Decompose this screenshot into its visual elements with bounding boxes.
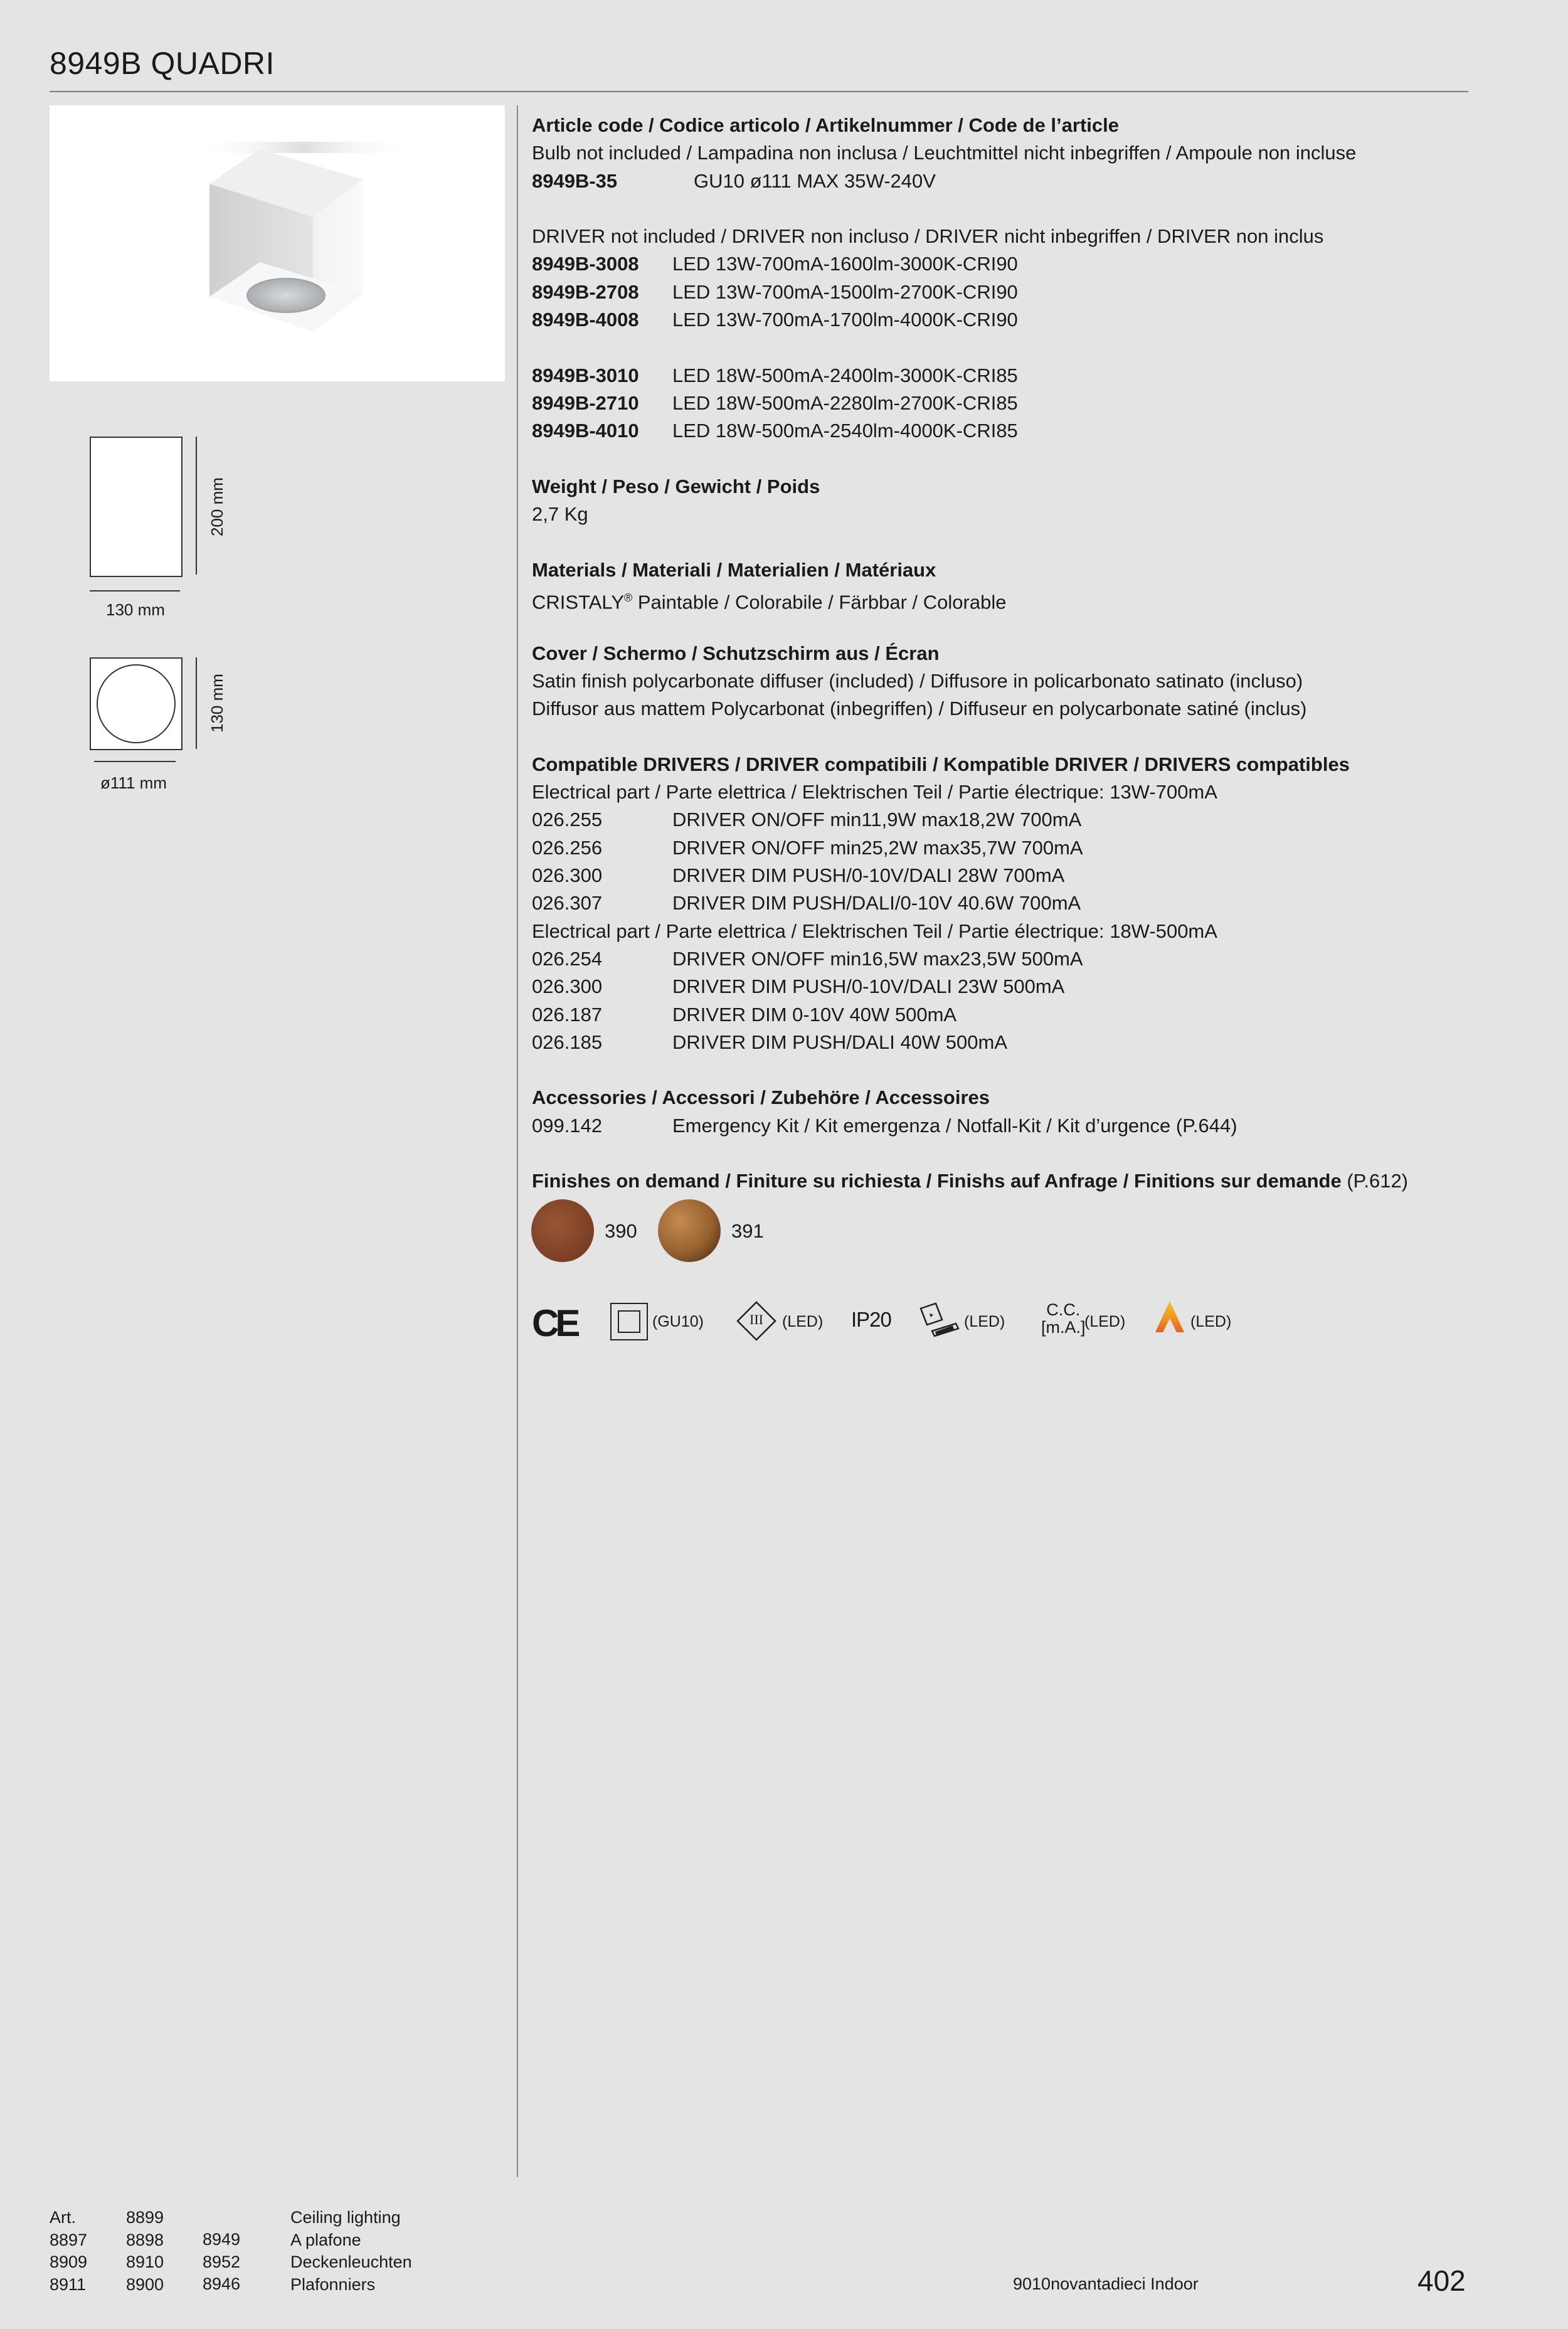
bulb-note: Bulb not included / Lampadina non inclusa / Leuchtmittel nicht inbegriffen / Ampoule non incluse (532, 142, 1357, 164)
driver-code: 026.256 (532, 836, 603, 859)
constant-current-label: (LED) (1084, 1313, 1126, 1330)
list-item (532, 945, 1460, 973)
article-desc: LED 13W-700mA-1600lm-3000K-CRI90 (672, 253, 1018, 275)
list-item (532, 390, 1460, 417)
footer-article: 8900 (126, 2274, 164, 2294)
page-number: 402 (1417, 2264, 1466, 2297)
header-divider (50, 91, 1468, 92)
drivers-part2-label: Electrical part / Parte elettrica / Elektrischen Teil / Partie électrique: 18W-500mA (532, 920, 1217, 942)
finish-label-391: 391 (731, 1220, 764, 1242)
article-code: 8949B-3008 (532, 253, 639, 275)
finish-swatch-390[interactable] (531, 1199, 594, 1262)
materials-brand: CRISTALY (532, 591, 624, 613)
list-item (532, 306, 1460, 334)
driver-desc: DRIVER ON/OFF min25,2W max35,7W 700mA (672, 836, 1083, 859)
footer-category: Deckenleuchten (290, 2252, 412, 2271)
driver-note: DRIVER not included / DRIVER non incluso / DRIVER nicht inbegriffen / DRIVER non inclus (532, 225, 1324, 248)
column-divider (517, 105, 518, 2177)
accessory-desc: Emergency Kit / Kit emergenza / Notfall-Kit / Kit d’urgence (P.644) (672, 1114, 1237, 1137)
driver-desc: DRIVER DIM PUSH/0-10V/DALI 28W 700mA (672, 864, 1065, 887)
gu10-label: (GU10) (652, 1313, 704, 1330)
article-desc: LED 18W-500mA-2280lm-2700K-CRI85 (672, 391, 1018, 414)
drivers-heading: Compatible DRIVERS / DRIVER compatibili / Kompatible DRIVER / DRIVERS compatibles (532, 753, 1350, 775)
drivers-part1-label: Electrical part / Parte elettrica / Elektrischen Teil / Partie électrique: 13W-700mA (532, 781, 1217, 804)
footer-brand: 9010novantadieci Indoor (1013, 2274, 1199, 2293)
accessory-code: 099.142 (532, 1114, 603, 1137)
top-height-dimension-label: 130 mm (208, 674, 226, 733)
article-desc: LED 13W-700mA-1700lm-4000K-CRI90 (672, 309, 1018, 331)
driver-code: 026.300 (532, 975, 603, 998)
article-code: 8949B-4008 (532, 309, 639, 331)
footer-column-3 (203, 2229, 240, 2296)
list-item (532, 862, 1460, 889)
list-item (532, 417, 1460, 445)
weight-heading: Weight / Peso / Gewicht / Poids (532, 475, 820, 497)
finishes-title (532, 1167, 1460, 1195)
accessories-heading: Accessories / Accessori / Zubehöre / Accessoires (532, 1086, 990, 1109)
side-view-drawing (90, 437, 183, 577)
article-desc: LED 18W-500mA-2540lm-4000K-CRI85 (672, 420, 1018, 442)
article-code: 8949B-35 (532, 169, 618, 192)
dimmable-icon (917, 1301, 961, 1340)
constant-current-icon (1041, 1301, 1086, 1336)
footer-art-label: Art. (50, 2208, 77, 2227)
width-dimension-label: 130 mm (106, 600, 165, 619)
product-photo (50, 105, 505, 381)
article-code: 8949B-2710 (532, 391, 639, 414)
footer-art-column (50, 2207, 87, 2296)
footer-article: 8899 (126, 2208, 164, 2227)
article-heading: Article code / Codice articolo / Artikelnummer / Code de l’article (532, 114, 1119, 136)
article-code: 8949B-2708 (532, 280, 639, 303)
finish-label-390: 390 (605, 1220, 637, 1242)
footer-article: 8909 (50, 2252, 88, 2271)
driver-code: 026.300 (532, 864, 603, 887)
footer-article: 8952 (203, 2252, 241, 2271)
driver-desc: DRIVER DIM PUSH/DALI 40W 500mA (672, 1031, 1008, 1053)
driver-desc: DRIVER ON/OFF min16,5W max23,5W 500mA (672, 947, 1083, 970)
materials-heading: Materials / Materiali / Materialien / Matériaux (532, 558, 936, 581)
footer-category: Ceiling lighting (290, 2208, 401, 2227)
driver-code: 026.254 (532, 947, 603, 970)
dimmable-label: (LED) (964, 1313, 1005, 1330)
cover-line-1: Satin finish polycarbonate diffuser (included) / Diffusore in policarbonato satinato (incluso) (532, 669, 1303, 692)
list-item (532, 1029, 1460, 1056)
spec-column (532, 112, 1460, 1196)
article-desc: GU10 ø111 MAX 35W-240V (694, 169, 936, 192)
footer-column-2 (126, 2207, 164, 2296)
driver-code: 026.255 (532, 809, 603, 831)
diffuser-circle (97, 664, 176, 743)
top-view-drawing (90, 657, 183, 750)
finishes-ref: (P.612) (1341, 1170, 1409, 1192)
article-code: 8949B-4010 (532, 420, 639, 442)
finishes-heading: Finishes on demand / Finiture su richiesta / Finishs auf Anfrage / Finitions sur demande (532, 1170, 1342, 1192)
list-item (532, 1112, 1460, 1140)
cover-line-2: Diffusor aus mattem Polycarbonat (inbegriffen) / Diffuseur en polycarbonate satiné (inclus) (532, 698, 1307, 720)
materials-text: Paintable / Colorabile / Färbbar / Colorable (632, 591, 1007, 613)
article-code: 8949B-3010 (532, 364, 639, 386)
driver-code: 026.307 (532, 892, 603, 915)
driver-desc: DRIVER DIM 0-10V 40W 500mA (672, 1003, 957, 1026)
cc-bottom-label: [m.A.] (1041, 1318, 1086, 1337)
footer-category: Plafonniers (290, 2274, 376, 2294)
height-dimension-line (196, 437, 197, 575)
driver-code: 026.187 (532, 1003, 603, 1026)
list-item (532, 806, 1460, 834)
footer-categories (290, 2207, 412, 2296)
list-item (532, 973, 1460, 1000)
driver-desc: DRIVER DIM PUSH/DALI/0-10V 40.6W 700mA (672, 892, 1081, 915)
footer-article: 8949 (203, 2230, 241, 2249)
driver-desc: DRIVER ON/OFF min11,9W max18,2W 700mA (672, 809, 1082, 831)
list-item (532, 889, 1460, 917)
weight-value: 2,7 Kg (532, 503, 588, 526)
footer-article: 8910 (126, 2252, 164, 2271)
materials-value (532, 584, 1460, 612)
driver-desc: DRIVER DIM PUSH/0-10V/DALI 23W 500mA (672, 975, 1065, 998)
top-height-dimension-line (196, 657, 197, 749)
energy-label-icon (1155, 1301, 1184, 1334)
list-item (532, 250, 1460, 278)
footer-article: 8898 (126, 2230, 164, 2249)
driver-code: 026.185 (532, 1031, 603, 1053)
height-dimension-label: 200 mm (208, 477, 226, 536)
diameter-dimension-label: ø111 mm (100, 773, 167, 792)
diameter-dimension-line (94, 761, 176, 762)
cover-heading: Cover / Schermo / Schutzschirm aus / Écran (532, 642, 940, 664)
class-iii-label: (LED) (782, 1313, 824, 1330)
footer-category: A plafone (290, 2230, 361, 2249)
product-illustration (50, 105, 505, 381)
footer-article: 8897 (50, 2230, 88, 2249)
width-dimension-line (90, 590, 180, 592)
list-item (532, 1001, 1460, 1029)
article-desc: LED 13W-700mA-1500lm-2700K-CRI90 (672, 280, 1018, 303)
registered-mark: ® (624, 592, 633, 605)
list-item (532, 167, 1460, 195)
energy-label-text: (LED) (1190, 1313, 1232, 1330)
finish-swatch-391[interactable] (658, 1199, 721, 1262)
ce-mark-icon: CE (532, 1302, 577, 1344)
list-item (532, 362, 1460, 390)
cc-top-label: C.C. (1046, 1300, 1081, 1319)
ip-rating: IP20 (851, 1308, 891, 1331)
article-desc: LED 18W-500mA-2400lm-3000K-CRI85 (672, 364, 1018, 386)
list-item (532, 834, 1460, 862)
footer-article: 8946 (203, 2274, 241, 2293)
footer-article: 8911 (50, 2274, 87, 2294)
class-iii-symbol: III (750, 1312, 763, 1327)
gu10-icon (610, 1303, 648, 1340)
list-item (532, 279, 1460, 306)
page-title: 8949B QUADRI (50, 46, 275, 81)
